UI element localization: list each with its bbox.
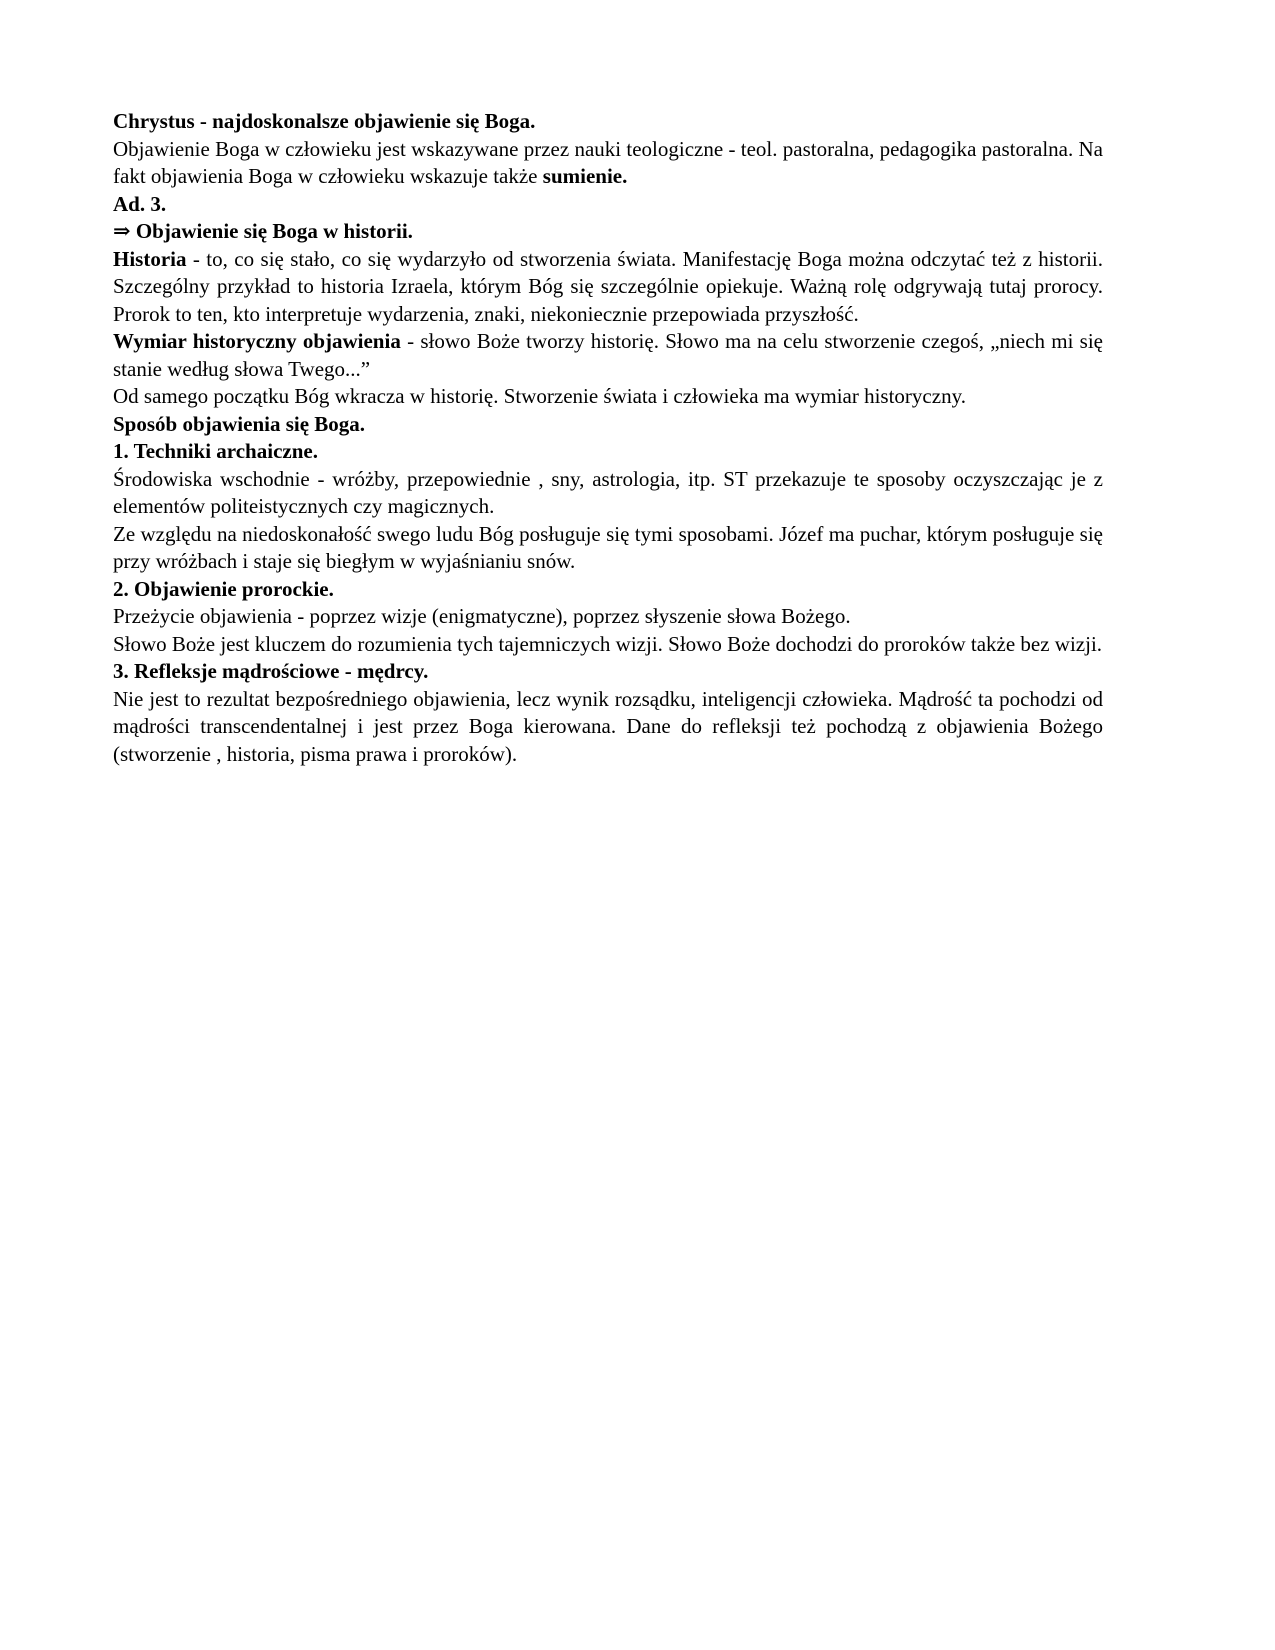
paragraph-ze-wzgledu	[113, 521, 1103, 576]
paragraph-przezycie-objawienia	[113, 603, 1103, 631]
paragraph-historia	[113, 246, 1103, 329]
heading-ad-3	[113, 191, 1103, 219]
bold-text: 1. Techniki archaiczne.	[113, 439, 318, 463]
bold-text: 3. Refleksje mądrościowe - mędrcy.	[113, 659, 429, 683]
heading-sposob-objawienia	[113, 411, 1103, 439]
body-text: - słowo Boże tworzy historię. Słowo ma na celu stworzenie czegoś, „niech mi się stanie według słowa Twego...”	[113, 329, 1103, 381]
bold-text: Chrystus - najdoskonalsze objawienie się Boga.	[113, 109, 536, 133]
bold-text: Sposób objawienia się Boga.	[113, 411, 366, 436]
heading-objawienie-prorockie	[113, 576, 1103, 604]
body-text: Ze względu na niedoskonałość swego ludu Bóg posługuje się tymi sposobami. Józef ma puchar, którym posługuje się przy wróżbach i staje się biegłym w wyjaśnianiu snów.	[113, 521, 1103, 573]
heading-techniki-archaiczne	[113, 438, 1103, 466]
paragraph-od-samego-poczatku	[113, 383, 1103, 411]
paragraph-srodowiska-wschodnie	[113, 466, 1103, 521]
body-text: Środowiska wschodnie - wróżby, przepowiednie , sny, astrologia, itp. ST przekazuje te sposoby oczyszczając je z elementów politeistycznych czy magicznych.	[113, 466, 1103, 518]
heading-chrystus	[113, 108, 1103, 136]
bold-text: ⇒ Objawienie się Boga w historii.	[113, 219, 413, 243]
heading-refleksje-madrosciowe	[113, 658, 1103, 686]
body-text: Od samego początku Bóg wkracza w historię. Stworzenie świata i człowieka ma wymiar historyczny.	[113, 384, 966, 408]
bold-text: Historia	[113, 246, 187, 271]
paragraph-objawienie-czlowiek	[113, 136, 1103, 191]
body-text: Objawienie Boga w człowieku jest wskazywane przez nauki teologiczne - teol. pastoralna, pedagogika pastoralna. Na fakt objawienia Boga w człowieku wskazuje także	[113, 136, 1103, 188]
document-body	[113, 108, 1103, 768]
bold-text: sumienie.	[542, 164, 628, 188]
heading-objawienie-historia	[113, 218, 1103, 246]
paragraph-wymiar-historyczny	[113, 328, 1103, 383]
paragraph-slowo-boze-klucz	[113, 631, 1103, 659]
body-text: Nie jest to rezultat bezpośredniego objawienia, lecz wynik rozsądku, inteligencji człowieka. Mądrość ta pochodzi od mądrości transcendentalnej i jest przez Boga kierowana. Dane do refleksji też pochodzą z objawienia Bożego (stworzenie , historia, pisma prawa i proroków).	[113, 686, 1103, 766]
paragraph-nie-jest-to-rezultat	[113, 686, 1103, 769]
bold-text: 2. Objawienie prorockie.	[113, 576, 334, 601]
bold-text: Wymiar historyczny objawienia	[113, 329, 401, 353]
bold-text: Ad. 3.	[113, 191, 167, 216]
body-text: - to, co się stało, co się wydarzyło od stworzenia świata. Manifestację Boga można odczytać też z historii. Szczególny przykład to historia Izraela, którym Bóg się szczególnie opiekuje. Ważną rolę odgrywają tutaj prorocy. Prorok to ten, kto interpretuje wydarzenia, znaki, niekoniecznie przepowiada przyszłość.	[113, 246, 1103, 326]
body-text: Przeżycie objawienia - poprzez wizje (enigmatyczne), poprzez słyszenie słowa Bożego.	[113, 604, 851, 628]
body-text: Słowo Boże jest kluczem do rozumienia tych tajemniczych wizji. Słowo Boże dochodzi do proroków także bez wizji.	[113, 631, 1103, 656]
